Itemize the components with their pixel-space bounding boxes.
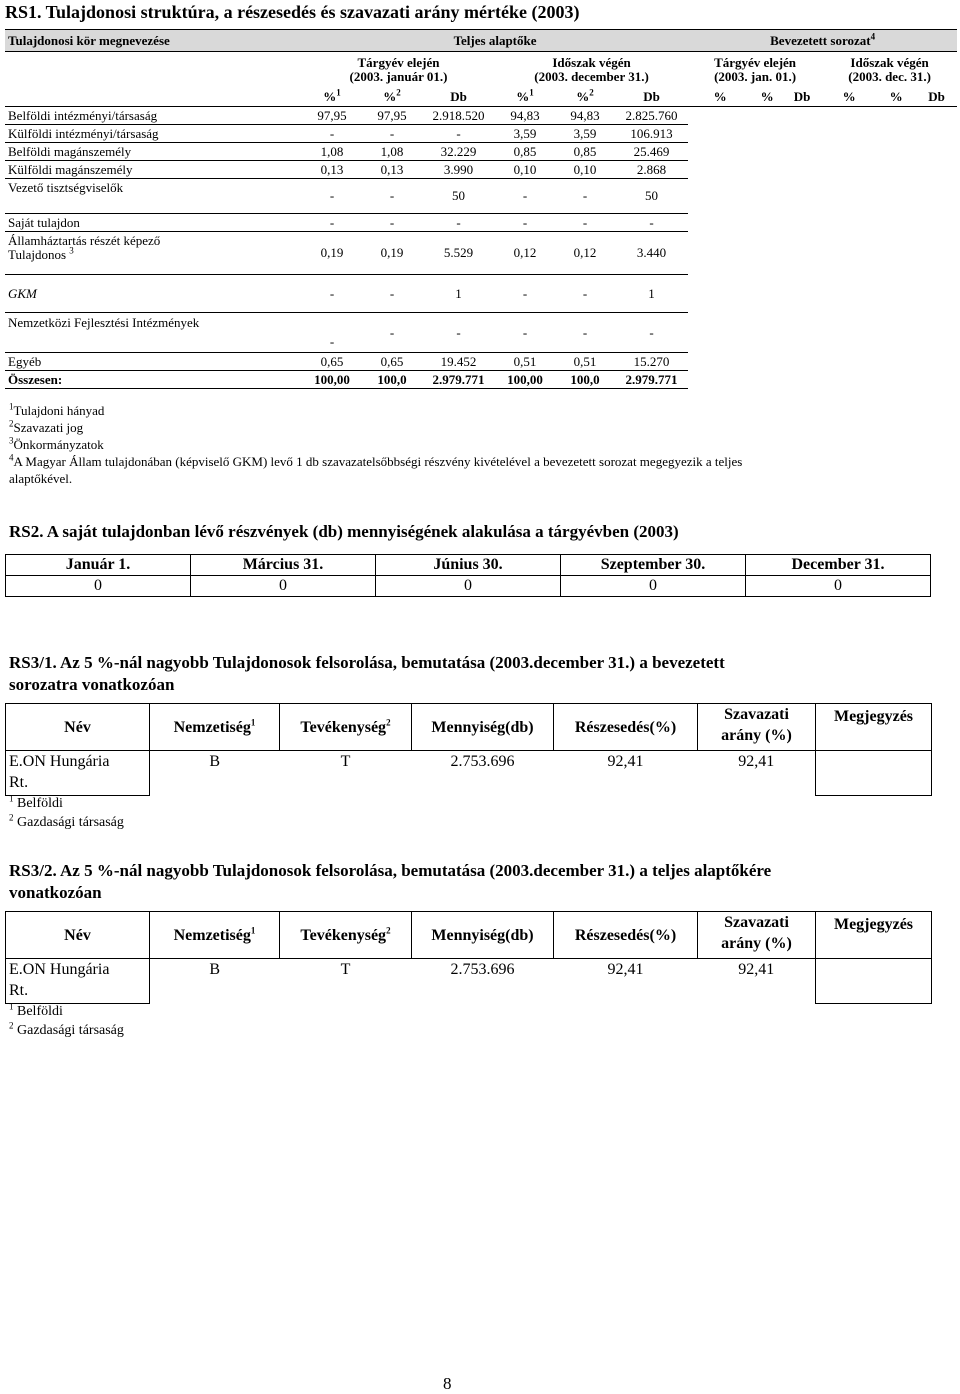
table-header-row	[6, 555, 931, 576]
cell: 3.990	[422, 161, 495, 179]
cell: 0	[6, 576, 191, 597]
cell: 0,10	[495, 161, 555, 179]
cell: 106.913	[615, 125, 688, 143]
cell: 1	[422, 275, 495, 313]
table-row	[6, 751, 932, 796]
cell: 0,19	[302, 232, 362, 275]
share-cell: 92,41	[607, 961, 644, 978]
quantity-cell: 2.753.696	[450, 753, 515, 770]
cell: 100,0	[555, 371, 615, 389]
own-shares-table	[5, 554, 931, 597]
rs32-footnotes	[9, 1002, 124, 1040]
rs1-footnotes	[9, 402, 939, 487]
row-label: Összesen:	[5, 371, 302, 389]
unit-db: Db	[422, 88, 495, 107]
cell: -	[302, 179, 362, 214]
cell: 0,10	[555, 161, 615, 179]
cell: 2.979.771	[422, 371, 495, 389]
col-header-share: Részesedés(%)	[554, 704, 698, 751]
table-row	[5, 232, 957, 275]
footnote: $^2$ Gazdasági társaság	[9, 1020, 124, 1038]
cell: 0,12	[495, 232, 555, 275]
page-number: 8	[443, 1374, 452, 1393]
table-row	[5, 107, 957, 125]
row-label: Saját tulajdon	[5, 214, 302, 232]
cell: -	[362, 275, 422, 313]
cell: 100,00	[495, 371, 555, 389]
cell: 1,08	[362, 143, 422, 161]
cell: 0,51	[495, 353, 555, 371]
col-header-quantity: Mennyiség(db)	[412, 912, 554, 959]
cell: -	[422, 214, 495, 232]
cell: -	[422, 313, 495, 353]
full-start-period: Tárgyév elején (2003. január 01.)	[349, 55, 448, 84]
cell: 0	[376, 576, 561, 597]
cell: 100,00	[302, 371, 362, 389]
cell: 97,95	[302, 107, 362, 125]
cell: 15.270	[615, 353, 688, 371]
cell: 50	[615, 179, 688, 214]
date-header: Június 30.	[376, 555, 561, 576]
unit-pct-2: %$^2$	[362, 88, 422, 107]
table-row	[6, 959, 932, 1004]
nationality-cell: B	[209, 753, 221, 770]
cell: -	[495, 179, 555, 214]
vote-cell: 92,41	[738, 753, 775, 770]
cell: 0,51	[555, 353, 615, 371]
rs31-footnotes	[9, 794, 124, 832]
cell: 94,83	[495, 107, 555, 125]
owner-name: E.ON Hungária Rt.	[6, 751, 150, 796]
cell: 0,65	[362, 353, 422, 371]
col-header-name: Név	[6, 704, 150, 751]
cell: -	[495, 313, 555, 353]
table-row	[6, 576, 931, 597]
row-label: Belföldi intézményi/társaság	[5, 107, 302, 125]
row-label: Belföldi magánszemély	[5, 143, 302, 161]
owner-column-header: Tulajdonosi kör megnevezése	[5, 30, 302, 52]
unit-pct-2: %$^2$	[555, 88, 615, 107]
rs2-title: RS2. A saját tulajdonban lévő részvények (db) mennyiségének alakulása a tárgyévben (2003)	[9, 522, 679, 541]
ownership-structure-table	[5, 29, 957, 389]
cell: 0,85	[555, 143, 615, 161]
table-row	[5, 313, 957, 353]
series-end-period: Időszak végén (2003. dec. 31.)	[848, 55, 931, 84]
activity-cell: T	[340, 961, 351, 978]
footnote: $^2$Szavazati jog	[9, 418, 84, 435]
table-row	[5, 125, 957, 143]
unit-db: Db	[615, 88, 688, 107]
major-owners-series-table	[5, 703, 932, 796]
unit-db: Db	[916, 88, 957, 107]
cell: 0,12	[555, 232, 615, 275]
table-row	[5, 214, 957, 232]
cell: 0	[191, 576, 376, 597]
col-header-nationality: Nemzetiség$^1$	[150, 912, 280, 959]
unit-db: Db	[782, 88, 822, 107]
cell: 1,08	[302, 143, 362, 161]
footnote: $^1$Tulajdoni hányad	[9, 401, 105, 418]
cell: 3.440	[615, 232, 688, 275]
activity-cell: T	[340, 753, 351, 770]
cell: -	[422, 125, 495, 143]
unit-pct: %	[822, 88, 876, 107]
footnote: $^1$ Belföldi	[9, 1001, 63, 1019]
share-cell: 92,41	[607, 753, 644, 770]
footnote: $^2$ Gazdasági társaság	[9, 812, 124, 830]
cell: 0,13	[362, 161, 422, 179]
footnote: $^4$A Magyar Állam tulajdonában (képviselő GKM) levő 1 db szavazatelsőbbségi részvény kivételével a bevezetett sorozat megegyezik a teljes alaptőkével.	[9, 452, 743, 486]
cell: 0	[561, 576, 746, 597]
owner-name: E.ON Hungária Rt.	[6, 959, 150, 1004]
table-row	[5, 179, 957, 214]
rs31-title: RS3/1. Az 5 %-nál nagyobb Tulajdonosok felsorolása, bemutatása (2003.december 31.) a bevezetett sorozatra vonatkozóan	[9, 653, 725, 694]
nationality-cell: B	[209, 961, 221, 978]
quantity-cell: 2.753.696	[450, 961, 515, 978]
cell: 0,19	[362, 232, 422, 275]
note-cell	[816, 751, 932, 796]
col-header-note: Megjegyzés	[816, 704, 932, 751]
col-header-name: Név	[6, 912, 150, 959]
unit-pct: %	[752, 88, 782, 107]
full-capital-header: Teljes alaptőke	[302, 30, 688, 52]
cell: 25.469	[615, 143, 688, 161]
cell: 0	[746, 576, 931, 597]
table-row	[5, 161, 957, 179]
date-header: December 31.	[746, 555, 931, 576]
row-label: Államháztartás részét képező Tulajdonos $^3$	[5, 232, 302, 275]
unit-pct-1: %$^1$	[495, 88, 555, 107]
cell: -	[495, 275, 555, 313]
col-header-vote: Szavazati arány (%)	[698, 912, 816, 959]
period-header-row	[5, 52, 957, 89]
table-row	[5, 353, 957, 371]
total-row	[5, 371, 957, 389]
table-row	[5, 143, 957, 161]
table-header-row	[6, 912, 932, 959]
cell: 0,13	[302, 161, 362, 179]
row-label: Egyéb	[5, 353, 302, 371]
full-end-period: Időszak végén (2003. december 31.)	[534, 55, 649, 84]
cell: -	[302, 214, 362, 232]
row-label: Vezető tisztségviselők	[5, 179, 302, 214]
cell: -	[302, 275, 362, 313]
cell: 0,65	[302, 353, 362, 371]
cell: 3,59	[495, 125, 555, 143]
rs32-title: RS3/2. Az 5 %-nál nagyobb Tulajdonosok felsorolása, bemutatása (2003.december 31.) a teljes alaptőkére vonatkozóan	[9, 861, 772, 902]
cell: -	[302, 313, 362, 353]
table-row	[5, 275, 957, 313]
rs1-title: RS1. Tulajdonosi struktúra, a részesedés és szavazati arány mértéke (2003)	[5, 2, 580, 22]
row-label: Külföldi magánszemély	[5, 161, 302, 179]
cell: -	[362, 214, 422, 232]
row-label: GKM	[5, 275, 302, 313]
col-header-activity: Tevékenység$^2$	[280, 912, 412, 959]
footnote: $^3$Önkormányzatok	[9, 435, 104, 452]
cell: 2.979.771	[615, 371, 688, 389]
series-header: Bevezetett sorozat$^4$	[688, 30, 957, 52]
cell: -	[495, 214, 555, 232]
cell: -	[555, 313, 615, 353]
date-header: Szeptember 30.	[561, 555, 746, 576]
cell: 100,0	[362, 371, 422, 389]
series-start-period: Tárgyév elején (2003. jan. 01.)	[714, 55, 797, 84]
col-header-note: Megjegyzés	[816, 912, 932, 959]
unit-header-row	[5, 88, 957, 107]
footnote: $^1$ Belföldi	[9, 793, 63, 811]
cell: -	[615, 313, 688, 353]
col-header-nationality: Nemzetiség$^1$	[150, 704, 280, 751]
note-cell	[816, 959, 932, 1004]
col-header-vote: Szavazati arány (%)	[698, 704, 816, 751]
cell: 2.825.760	[615, 107, 688, 125]
row-label: Nemzetközi Fejlesztési Intézmények	[5, 313, 302, 353]
cell: 97,95	[362, 107, 422, 125]
unit-pct-1: %$^1$	[302, 88, 362, 107]
date-header: Március 31.	[191, 555, 376, 576]
table-header-row	[5, 30, 957, 52]
date-header: Január 1.	[6, 555, 191, 576]
cell: -	[555, 275, 615, 313]
cell: 2.918.520	[422, 107, 495, 125]
cell: -	[362, 125, 422, 143]
cell: 1	[615, 275, 688, 313]
row-label: Külföldi intézményi/társaság	[5, 125, 302, 143]
vote-cell: 92,41	[738, 961, 775, 978]
cell: 94,83	[555, 107, 615, 125]
unit-pct: %	[688, 88, 752, 107]
cell: -	[362, 313, 422, 353]
cell: 2.868	[615, 161, 688, 179]
cell: -	[302, 125, 362, 143]
cell: -	[362, 179, 422, 214]
cell: 3,59	[555, 125, 615, 143]
cell: -	[615, 214, 688, 232]
table-header-row	[6, 704, 932, 751]
cell: 32.229	[422, 143, 495, 161]
cell: -	[555, 179, 615, 214]
major-owners-capital-table	[5, 911, 932, 1004]
unit-pct: %	[876, 88, 916, 107]
col-header-quantity: Mennyiség(db)	[412, 704, 554, 751]
cell: 50	[422, 179, 495, 214]
col-header-share: Részesedés(%)	[554, 912, 698, 959]
col-header-activity: Tevékenység$^2$	[280, 704, 412, 751]
cell: 0,85	[495, 143, 555, 161]
cell: 5.529	[422, 232, 495, 275]
cell: 19.452	[422, 353, 495, 371]
cell: -	[555, 214, 615, 232]
